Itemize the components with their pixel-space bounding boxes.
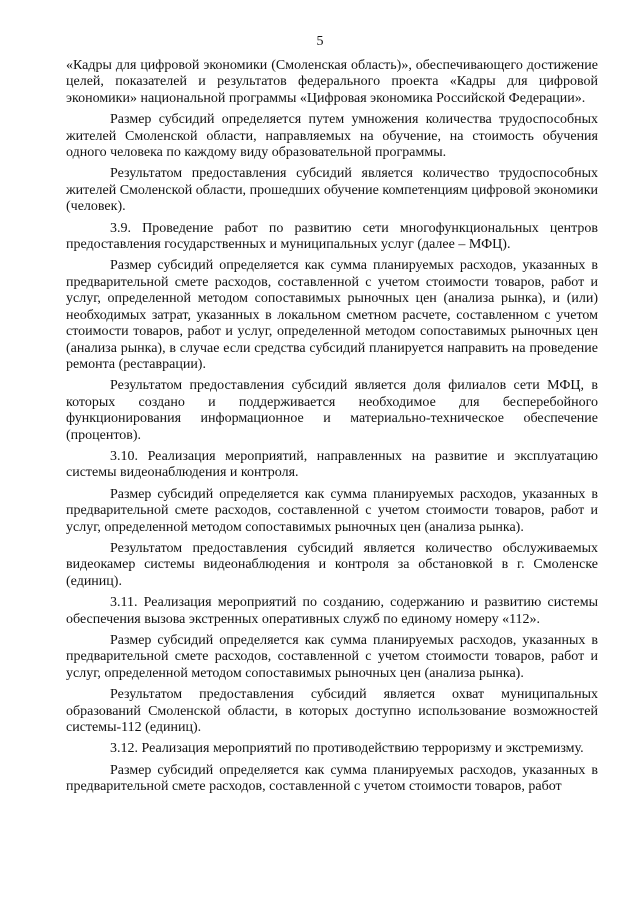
paragraph: Размер субсидий определяется как сумма планируемых расходов, указанных в предварительной смете расходов, составленной с учетом стоимости товаров, работ и услуг, определенной методом сопоставимых рыночных цен (анализа рынка). (66, 486, 598, 535)
paragraph: Размер субсидий определяется как сумма планируемых расходов, указанных в предварительной смете расходов, составленной с учетом стоимости товаров, работ и услуг, определенной методом сопоставимых рыночных цен (анализа рынка). (66, 633, 598, 681)
paragraph: Размер субсидий определяется путем умножения количества трудоспособных жителей Смоленской области, направляемых на обучение, на стоимость обучения одного человека по каждому виду образовательной программы. (66, 112, 598, 161)
section-heading-3-11: 3.11. Реализация мероприятий по созданию, содержанию и развитию системы обеспечения вызова экстренных оперативных служб по единому номеру «112». (66, 595, 598, 627)
paragraph: Результатом предоставления субсидий является охват муниципальных образований Смоленской области, в которых доступно использование возможностей системы-112 (единиц). (66, 687, 598, 736)
paragraph: Результатом предоставления субсидий является доля филиалов сети МФЦ, в которых создано и поддерживается необходимое для бесперебойного функционирования информационное и материально-техническое обеспечение (процентов). (66, 378, 598, 443)
section-heading-3-12: 3.12. Реализация мероприятий по противодействию терроризму и экстремизму. (110, 741, 584, 757)
section-heading-3-9: 3.9. Проведение работ по развитию сети многофункциональных центров предоставления государственных и муниципальных услуг (далее – МФЦ). (66, 220, 598, 253)
document-body (66, 58, 598, 801)
section-heading-3-10: 3.10. Реализация мероприятий, направленных на развитие и эксплуатацию системы видеонаблюдения и контроля. (66, 448, 598, 481)
page-number: 5 (316, 34, 324, 49)
paragraph: «Кадры для цифровой экономики (Смоленская область)», обеспечивающего достижение целей, показателей и результатов федерального проекта «Кадры для цифровой экономики» национальной программы «Цифровая экономика Российской Федерации». (66, 58, 598, 106)
paragraph: Размер субсидий определяется как сумма планируемых расходов, указанных в предварительной смете расходов, составленной с учетом стоимости товаров, работ (66, 762, 598, 795)
paragraph: Результатом предоставления субсидий является количество обслуживаемых видеокамер системы видеонаблюдения и контроля за обстановкой в г. Смоленске (единиц). (66, 540, 598, 589)
paragraph: Размер субсидий определяется как сумма планируемых расходов, указанных в предварительной смете расходов, составленной с учетом стоимости товаров, работ и услуг, определенной методом сопоставимых рыночных цен (анализа рынка), и (или) необходимых затрат, указанных в локальном сметном расчете, составленном с учетом стоимости товаров, работ и услуг, определенной методом сопоставимых рыночных цен (анализа рынка), в случае если средства субсидий планируется направить на проведение ремонта (реставрации). (66, 258, 598, 372)
paragraph: Результатом предоставления субсидий является количество трудоспособных жителей Смоленской области, прошедших обучение компетенциям цифровой экономики (человек). (66, 166, 598, 215)
